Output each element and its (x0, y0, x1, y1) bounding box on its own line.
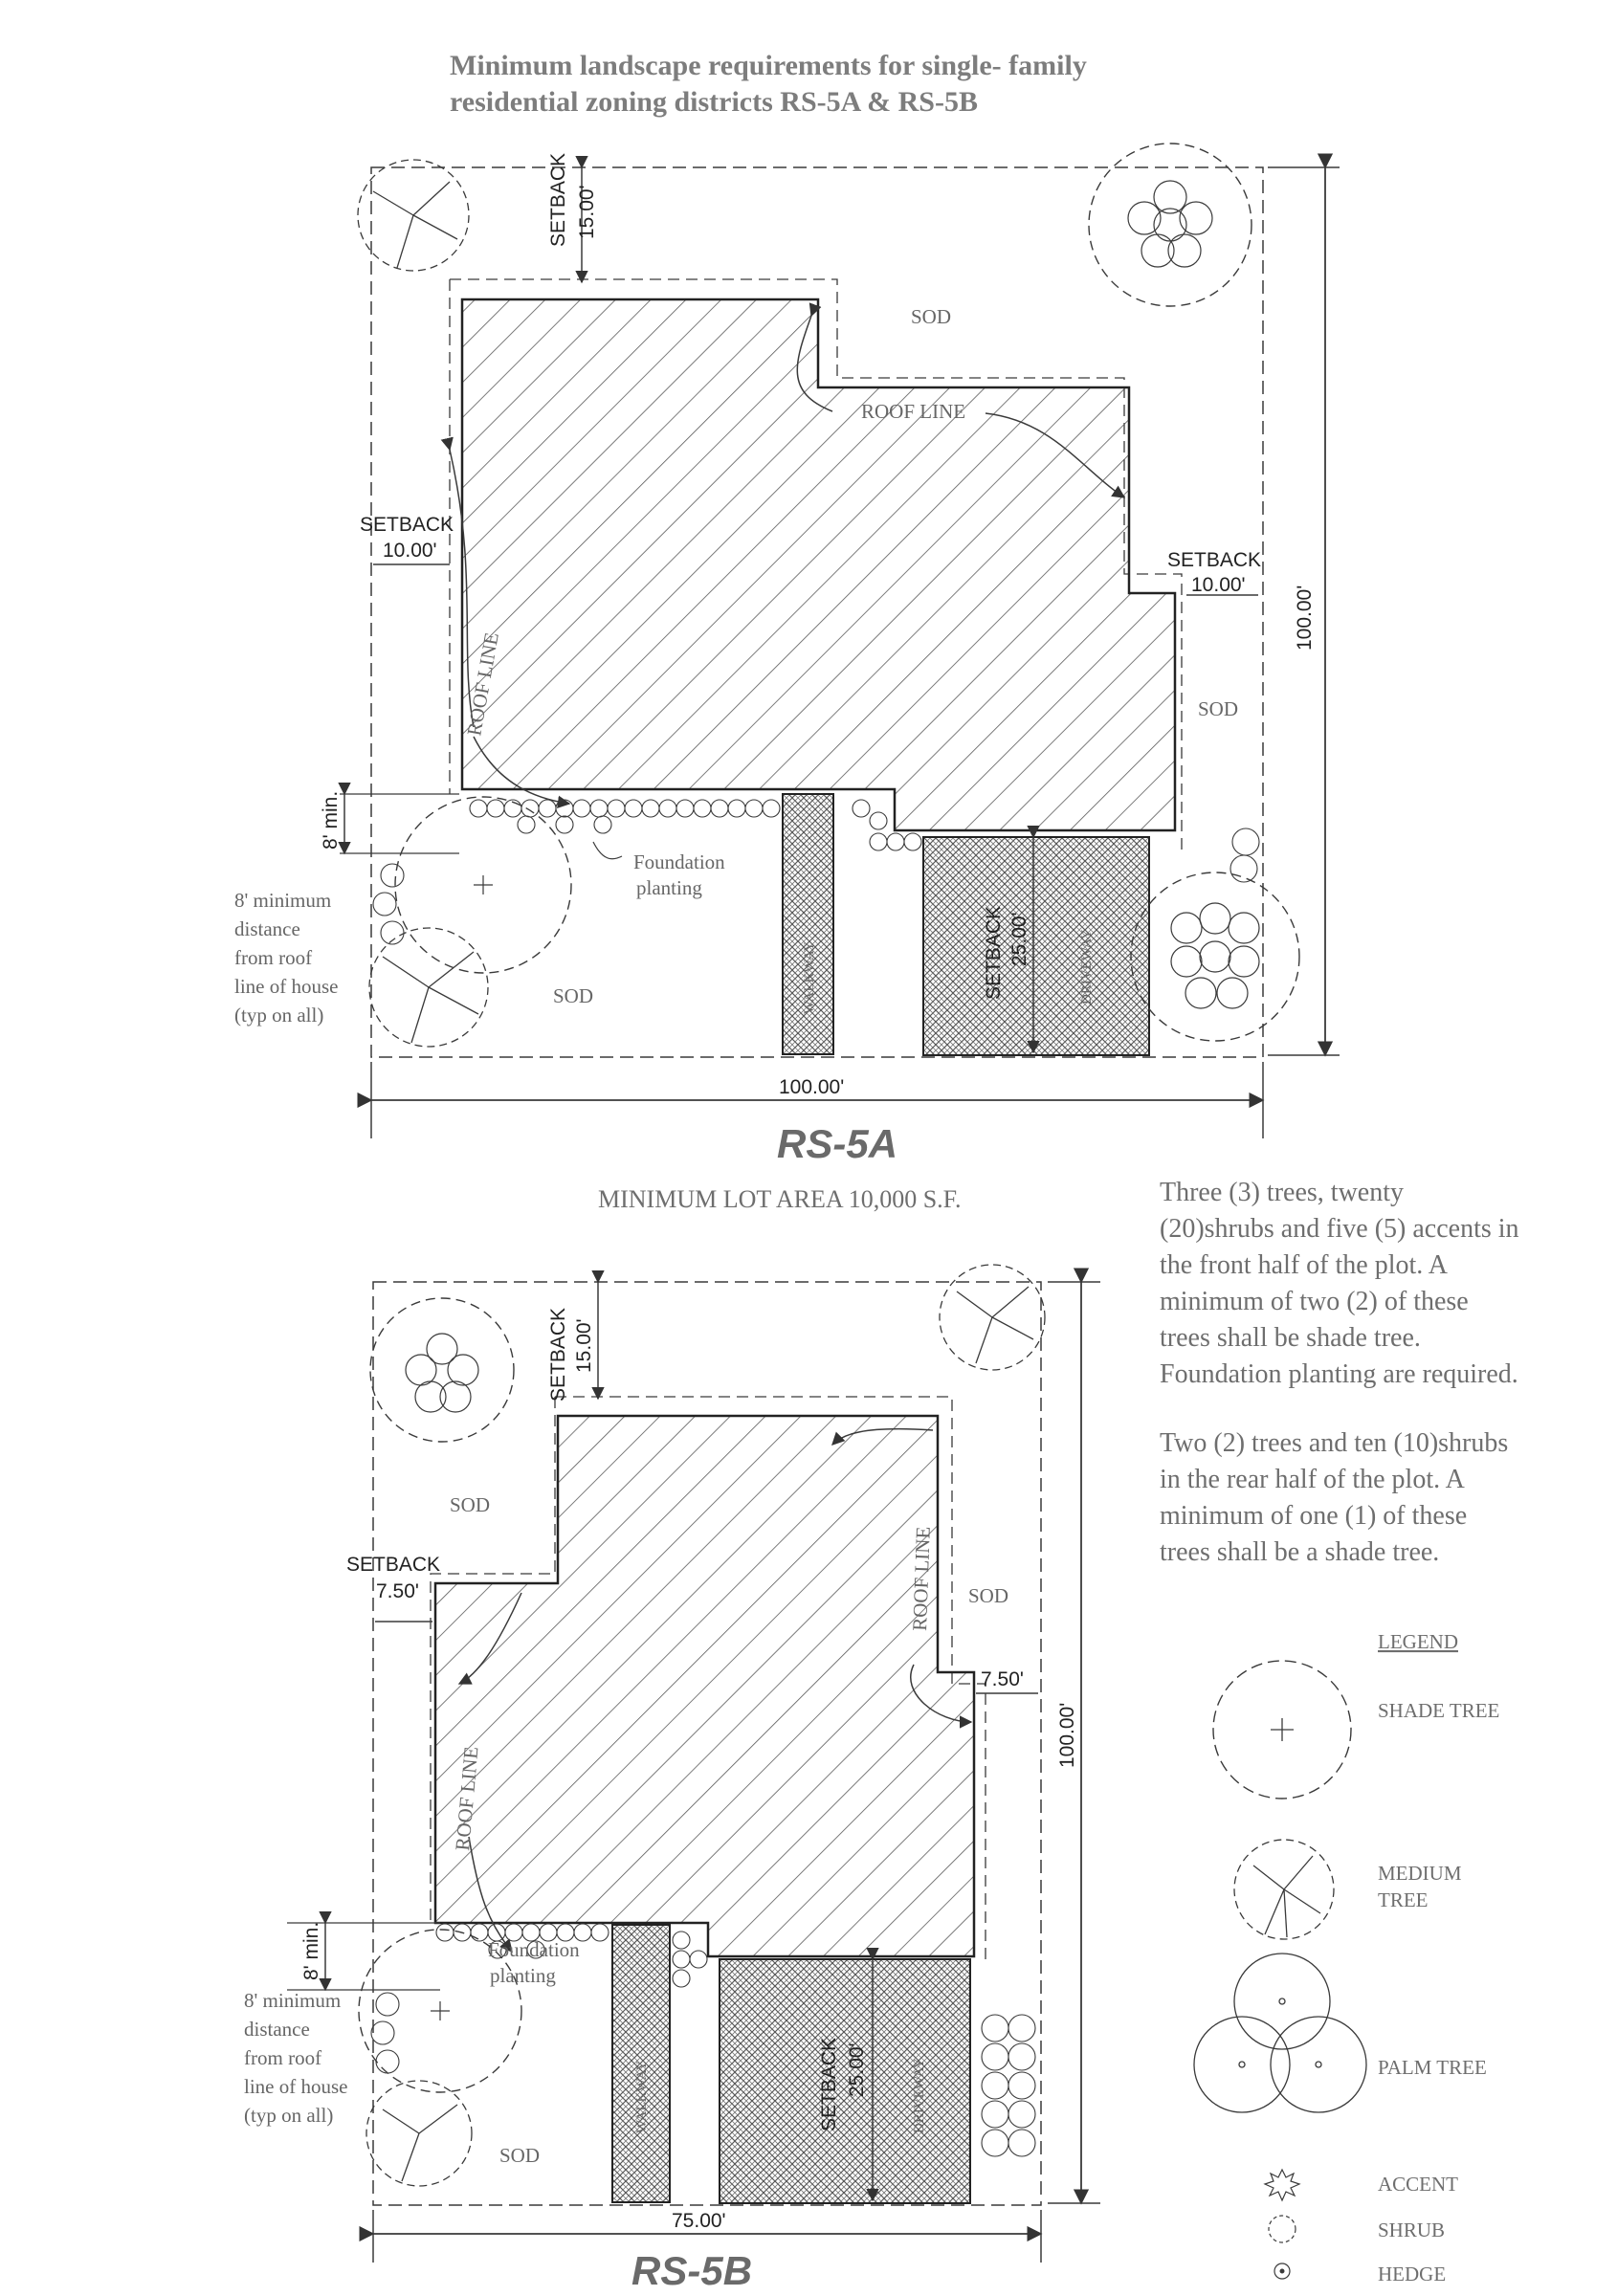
b-sod-label-side: SOD (968, 1584, 1009, 1607)
lot-width-value: 100.00' (779, 1076, 845, 1098)
front-setback-value: 15.00' (576, 185, 598, 239)
foundation-label-2: planting (636, 876, 702, 899)
driveway-setback-label: SETBACK (983, 905, 1005, 1000)
b-note-line-4: line of house (244, 2075, 348, 2098)
b-note-line-3: from roof (244, 2046, 322, 2069)
note-line-3: from roof (234, 946, 313, 969)
left-setback-label: SETBACK (360, 514, 454, 536)
driveway-b (720, 1959, 970, 2203)
b-driveway-setback-label: SETBACK (818, 2037, 840, 2131)
legend-labels (1378, 1630, 1499, 2285)
legend-medium-tree-1: MEDIUM (1378, 1862, 1462, 1885)
front-requirements (1160, 1175, 1609, 1393)
legend-title: LEGEND (1378, 1630, 1458, 1653)
rear-requirements (1160, 1425, 1609, 1571)
b-lot-width-value: 75.00' (672, 2210, 726, 2232)
b-driveway-setback-value: 25.00' (846, 2042, 868, 2097)
note-line-1: 8' minimum (234, 889, 332, 912)
b-walkway-label: WALKWAY (634, 2060, 650, 2133)
sod-label-front: SOD (553, 984, 594, 1007)
note-line-4: line of house (234, 975, 339, 998)
district-title-rs-5a: RS-5A (777, 1121, 898, 1166)
title-line-2: residential zoning districts RS-5A & RS-5B (450, 86, 978, 118)
sod-label-rear: SOD (911, 305, 952, 328)
medium-tree-front-left (369, 928, 488, 1047)
b-front-setback-value: 15.00' (573, 1318, 595, 1373)
house-footprint-b (435, 1416, 974, 1956)
legend-hedge: HEDGE (1378, 2263, 1447, 2285)
rear-req-line-1: Two (2) trees and ten (10)shrubs (1160, 1428, 1509, 1458)
legend-shade-tree: SHADE TREE (1378, 1699, 1500, 1722)
shrub-icon (1269, 2216, 1296, 2242)
walkway (783, 794, 833, 1054)
front-setback-label: SETBACK (547, 152, 569, 247)
b-driveway-label: DRIVEWAY (912, 2058, 927, 2133)
plan-rs-5b (287, 1265, 1100, 2263)
rear-req-line-4: trees shall be a shade tree. (1160, 1537, 1440, 1567)
b-roof-line-label-left: ROOF LINE (451, 1745, 483, 1852)
medium-tree-b-rear-right (940, 1265, 1045, 1370)
note-line-5: (typ on all) (234, 1004, 324, 1027)
b-roof-line-label-right: ROOF LINE (908, 1526, 935, 1632)
foundation-label-1: Foundation (633, 850, 725, 873)
shrub-cluster (1128, 181, 1212, 267)
lot-area-rs-5a: MINIMUM LOT AREA 10,000 S.F. (598, 1185, 962, 1213)
legend-accent: ACCENT (1378, 2173, 1458, 2196)
driveway (923, 837, 1149, 1055)
walkway-label: WALKWAY (802, 940, 817, 1014)
front-req-line-4: minimum of two (2) of these (1160, 1287, 1469, 1316)
front-req-line-5: trees shall be shade tree. (1160, 1323, 1421, 1353)
legend-shrub: SHRUB (1378, 2219, 1446, 2241)
front-req-line-2: (20)shrubs and five (5) accents in (1160, 1214, 1519, 1244)
medium-tree-b-front-left (366, 2081, 472, 2186)
roof-line-label-top: ROOF LINE (861, 400, 966, 423)
medium-tree-icon (1234, 1840, 1334, 1939)
b-front-setback-label: SETBACK (547, 1307, 569, 1402)
front-req-line-6: Foundation planting are required. (1160, 1359, 1518, 1389)
b-note-line-5: (typ on all) (244, 2104, 334, 2127)
medium-tree-rear-left (358, 160, 469, 271)
front-req-line-1: Three (3) trees, twenty (1160, 1178, 1404, 1207)
district-title-rs-5b: RS-5B (631, 2248, 753, 2293)
driveway-label: DRIVEWAY (1079, 929, 1095, 1004)
accent-icon (1265, 2170, 1299, 2200)
left-setback-value: 10.00' (383, 540, 437, 562)
foundation-hedge-row (470, 800, 921, 850)
driveway-setback-value: 25.00' (1008, 912, 1030, 966)
b-right-setback-value: 7.50' (981, 1668, 1024, 1690)
rear-req-line-3: minimum of one (1) of these (1160, 1501, 1468, 1531)
rear-req-line-2: in the rear half of the plot. A (1160, 1465, 1465, 1494)
b-left-setback-value: 7.50' (376, 1580, 419, 1602)
b-foundation-label-2: planting (490, 1964, 556, 1987)
b-foundation-label-1: Foundation (488, 1938, 580, 1961)
front-req-line-3: the front half of the plot. A (1160, 1250, 1448, 1280)
note-line-2: distance (234, 917, 300, 940)
b-min-distance-label: 8' min. (300, 1921, 322, 1980)
roof-line-label-left: ROOF LINE (462, 630, 503, 738)
house-footprint (462, 299, 1175, 830)
shade-tree-front-right (1131, 872, 1299, 1041)
legend-medium-tree-2: TREE (1378, 1888, 1429, 1911)
lot-depth-value: 100.00' (1294, 585, 1316, 651)
b-note-line-1: 8' minimum (244, 1989, 342, 2012)
right-setback-label: SETBACK (1167, 549, 1262, 571)
right-setback-value: 10.00' (1191, 574, 1246, 596)
b-sod-label-front: SOD (499, 2144, 541, 2167)
min-distance-label: 8' min. (320, 790, 342, 850)
shade-tree-b-rear-left (370, 1298, 514, 1442)
sod-label-side: SOD (1198, 697, 1239, 720)
b-left-setback-label: SETBACK (346, 1554, 441, 1576)
b-lot-depth-value: 100.00' (1056, 1702, 1078, 1768)
palm-tree-icon (1194, 1954, 1366, 2112)
b-sod-label-rear: SOD (450, 1493, 491, 1516)
legend (1194, 1661, 1366, 2279)
title-line-1: Minimum landscape requirements for single- family (450, 50, 1087, 81)
b-note-line-2: distance (244, 2018, 310, 2041)
legend-palm-tree: PALM TREE (1378, 2056, 1487, 2079)
